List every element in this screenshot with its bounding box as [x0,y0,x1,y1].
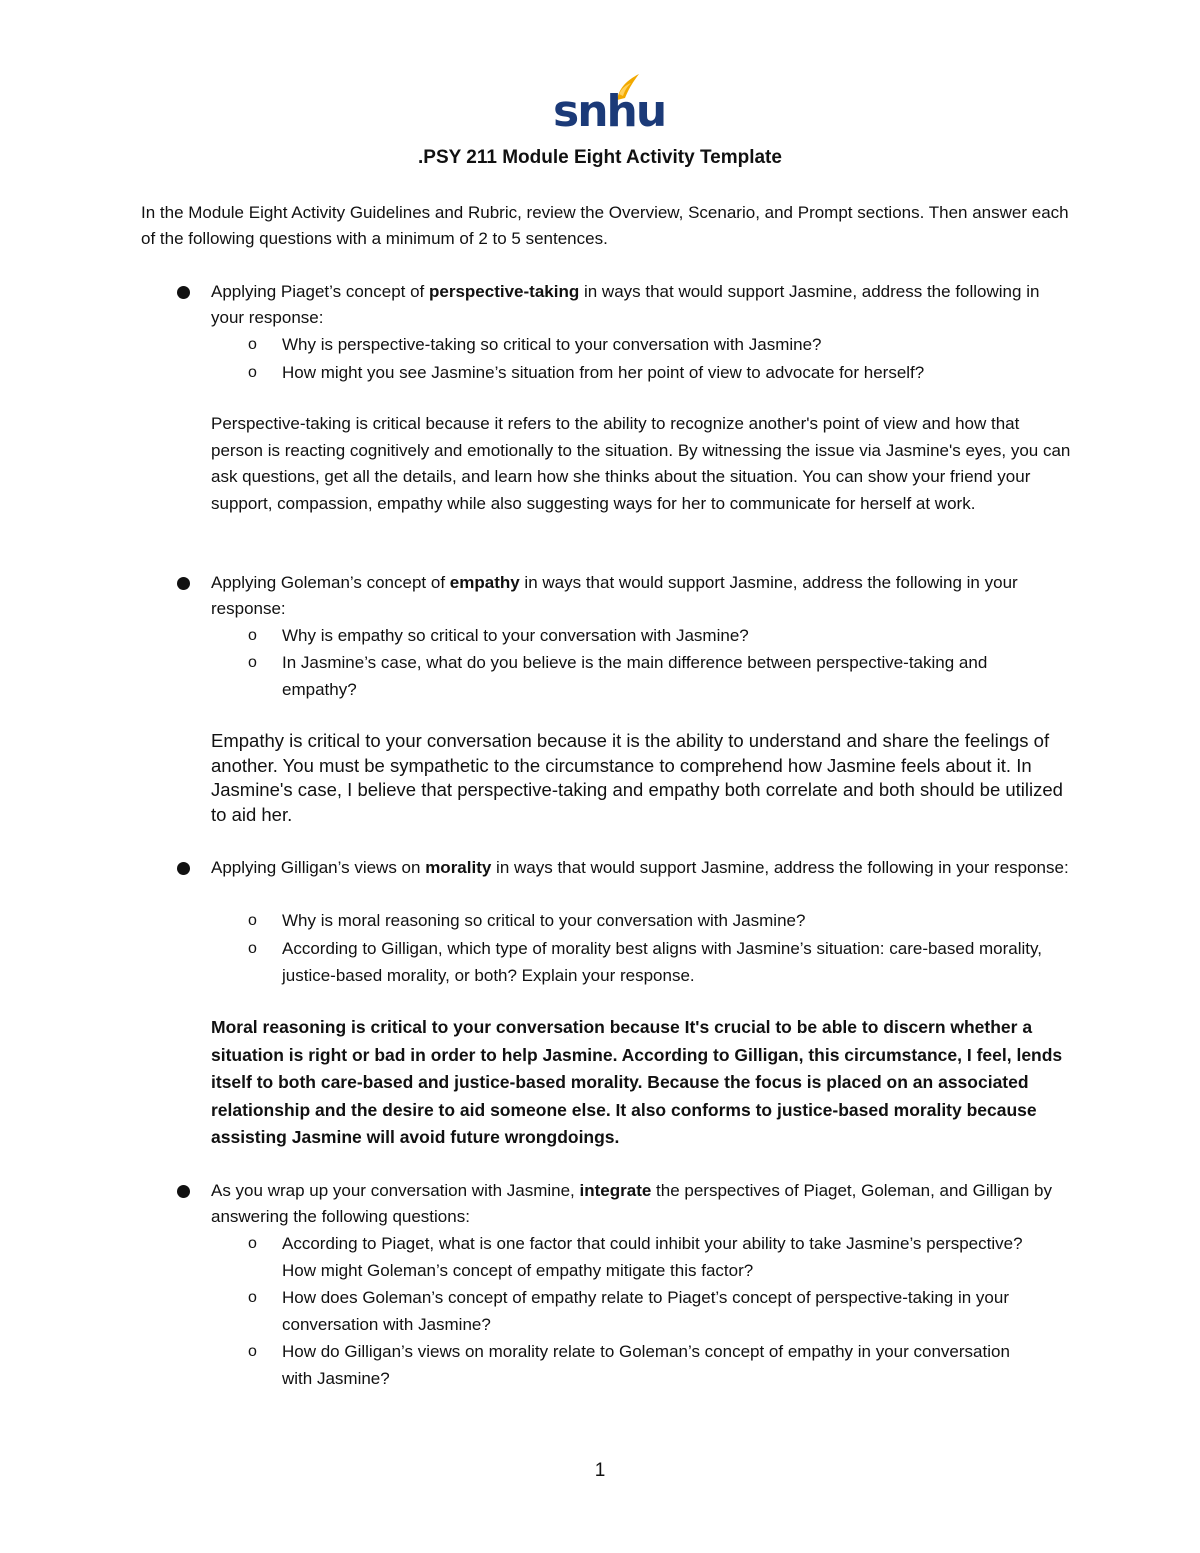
sub-bullet-marker: o [248,654,257,671]
prompt-text: Applying Goleman’s concept of [211,573,450,592]
page-number: 1 [594,1460,606,1481]
snhu-logo [551,72,666,140]
sub-question: Why is empathy so critical to your conversation with Jasmine? [282,626,749,645]
answer-paragraph: Perspective-taking is critical because it refers to the ability to recognize another's point of view and how that person is reacting cognitively and emotionally to the situation. By witnessing the issue via Jasmine's eyes, you can ask questions, get all the details, and learn how she thinks about the situation. You can show your friend your support, compassion, empathy while also suggesting ways for her to communicate for herself at work. [211,414,1071,513]
sub-question: How does Goleman’s concept of empathy relate to Piaget’s concept of perspective-taking in your conversation with Jasmine? [282,1288,1009,1334]
sub-question: How might you see Jasmine’s situation from her point of view to advocate for herself? [282,363,925,382]
prompt-text: Applying Gilligan’s views on [211,858,426,877]
sub-bullet-marker: o [248,1289,257,1306]
sub-bullet-marker: o [248,336,257,353]
bullet-dot [177,862,190,875]
prompt-keyword: integrate [579,1181,652,1200]
sub-question: Why is moral reasoning so critical to your conversation with Jasmine? [282,911,806,930]
prompt-text: As you wrap up your conversation with Jasmine, [211,1181,580,1200]
prompt-keyword: empathy [449,573,520,592]
sub-question: According to Piaget, what is one factor that could inhibit your ability to take Jasmine’s perspective? How might Goleman’s concept of empathy mitigate this factor? [282,1234,1023,1280]
prompt-text: in ways that would support Jasmine, address the following in your response: [211,282,1040,327]
section-prompt [211,570,1071,622]
sub-bullet-marker: o [248,1343,257,1360]
intro-paragraph: In the Module Eight Activity Guidelines and Rubric, review the Overview, Scenario, and Prompt sections. Then answer each of the following questions with a minimum of 2 to 5 sentences. [141,203,1069,248]
answer-paragraph: Empathy is critical to your conversation because it is the ability to understand and share the feelings of another. You must be sympathetic to the circumstance to comprehend how Jasmine feels about it. In Jasmine's case, I believe that perspective-taking and empathy both correlate and both should be utilized to aid her. [211,730,1063,825]
sub-bullet-marker: o [248,912,257,929]
prompt-text: in ways that would support Jasmine, address the following in your response: [211,573,1018,618]
answer-paragraph: Moral reasoning is critical to your conversation because It's crucial to be able to discern whether a situation is right or bad in order to help Jasmine. According to Gilligan, this circumstance, I feel, lends itself to both care-based and justice-based morality. Because the focus is placed on an associated relationship and the desire to aid someone else. It also conforms to justice-based morality because assisting Jasmine will avoid future wrongdoings. [211,1017,1063,1147]
sub-bullet-marker: o [248,364,257,381]
sub-bullet-marker: o [248,627,257,644]
sub-question: How do Gilligan’s views on morality relate to Goleman’s concept of empathy in your conversation with Jasmine? [282,1342,1010,1388]
prompt-text: Applying Piaget’s concept of [211,282,429,301]
sub-question: According to Gilligan, which type of morality best aligns with Jasmine’s situation: care-based morality, justice-based morality, or both? Explain your response. [282,939,1042,985]
bullet-dot [177,577,190,590]
section-prompt [211,279,1071,331]
sub-question: Why is perspective-taking so critical to your conversation with Jasmine? [282,335,822,354]
bullet-dot [177,1185,190,1198]
section-prompt [211,1178,1071,1230]
document-title: .PSY 211 Module Eight Activity Template [418,147,782,168]
section-prompt [211,855,1071,881]
logo-text: snhu [553,86,666,137]
prompt-text: the perspectives of Piaget, Goleman, and Gilligan by answering the following questions: [211,1181,1052,1226]
sub-bullet-marker: o [248,1235,257,1252]
bullet-dot [177,286,190,299]
sub-bullet-marker: o [248,940,257,957]
sub-question: In Jasmine’s case, what do you believe is the main difference between perspective-taking and empathy? [282,653,988,699]
prompt-text: in ways that would support Jasmine, address the following in your response: [491,858,1069,877]
prompt-keyword: morality [425,858,492,877]
prompt-keyword: perspective-taking [429,282,580,301]
